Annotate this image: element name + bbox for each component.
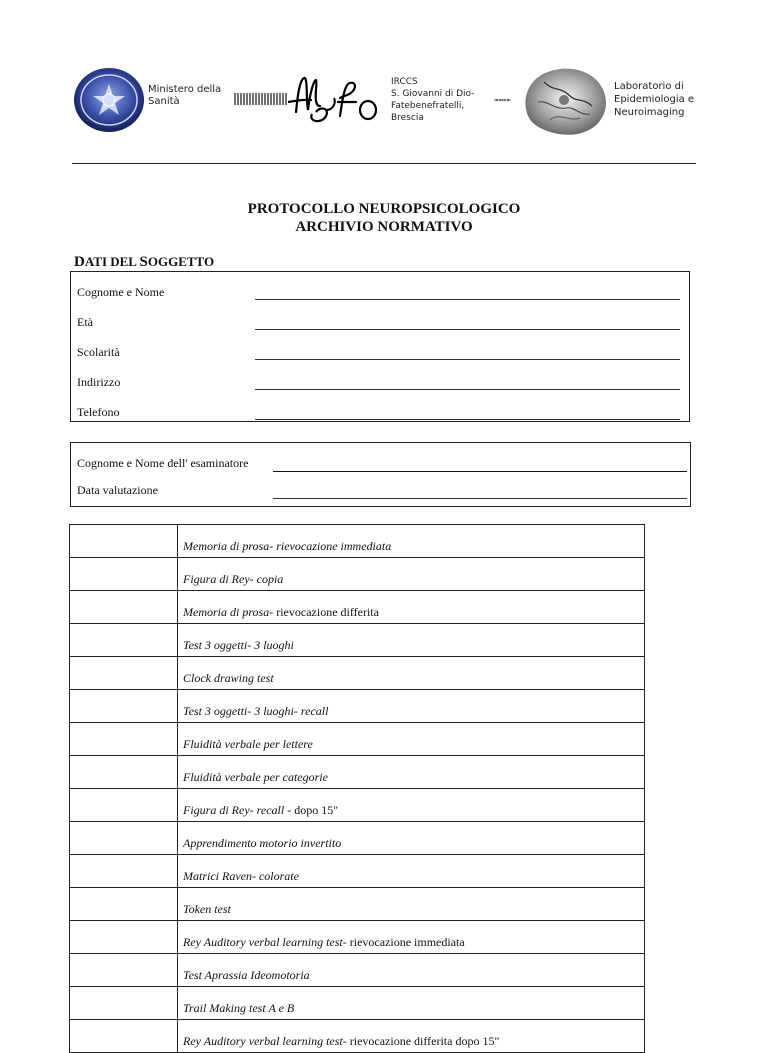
score-cell[interactable] bbox=[70, 888, 178, 921]
field-row-address bbox=[77, 375, 689, 393]
test-name-cell bbox=[178, 822, 645, 855]
test-name-italic: Matrici Raven- colorate bbox=[183, 869, 299, 883]
ministry-name bbox=[148, 84, 221, 108]
table-row bbox=[70, 756, 645, 789]
score-cell[interactable] bbox=[70, 591, 178, 624]
irccs-line-2: S. Giovanni di Dio- bbox=[391, 89, 475, 99]
field-input-line-examiner[interactable] bbox=[273, 471, 687, 472]
score-cell[interactable] bbox=[70, 756, 178, 789]
tests-table-body bbox=[70, 525, 645, 1053]
test-name-cell bbox=[178, 525, 645, 558]
table-row bbox=[70, 987, 645, 1020]
test-name-cell bbox=[178, 723, 645, 756]
test-name-cell bbox=[178, 657, 645, 690]
test-name-italic: Test 3 oggetti- 3 luoghi- recall bbox=[183, 704, 329, 718]
field-row-age bbox=[77, 315, 689, 333]
score-cell[interactable] bbox=[70, 921, 178, 954]
field-input-line-name[interactable] bbox=[255, 299, 680, 300]
score-cell[interactable] bbox=[70, 954, 178, 987]
barcode-icon bbox=[233, 92, 288, 106]
table-row bbox=[70, 624, 645, 657]
test-name-italic: Test 3 oggetti- 3 luoghi bbox=[183, 638, 294, 652]
document-subtitle: ARCHIVIO NORMATIVO bbox=[295, 219, 473, 235]
table-row bbox=[70, 690, 645, 723]
test-name-cell bbox=[178, 789, 645, 822]
brain-scan-icon bbox=[514, 62, 612, 140]
test-name-italic: Test Aprassia Ideomotoria bbox=[183, 968, 310, 982]
field-row-phone bbox=[77, 405, 689, 423]
irccs-line-4: Brescia bbox=[391, 113, 424, 123]
score-cell[interactable] bbox=[70, 987, 178, 1020]
score-cell[interactable] bbox=[70, 1020, 178, 1053]
heading-cap-d: D bbox=[74, 254, 85, 270]
test-name-italic: Trail Making test A e B bbox=[183, 1001, 295, 1015]
test-name-italic: Rey Auditory verbal learning test bbox=[183, 1034, 343, 1048]
score-cell[interactable] bbox=[70, 690, 178, 723]
table-row bbox=[70, 921, 645, 954]
test-name-cell bbox=[178, 558, 645, 591]
table-row bbox=[70, 591, 645, 624]
field-label-name: Cognome e Nome bbox=[77, 285, 165, 299]
field-row-education bbox=[77, 345, 689, 363]
table-row bbox=[70, 558, 645, 591]
score-cell[interactable] bbox=[70, 624, 178, 657]
tests-table bbox=[69, 524, 645, 1053]
field-label-phone: Telefono bbox=[77, 405, 120, 419]
test-name-italic: Token test bbox=[183, 902, 231, 916]
test-name-italic: Memoria di prosa- rievocazione immediata bbox=[183, 539, 392, 553]
test-name-cell bbox=[178, 954, 645, 987]
subject-data-box bbox=[70, 271, 690, 422]
test-name-cell bbox=[178, 591, 645, 624]
field-input-line-phone[interactable] bbox=[255, 419, 680, 420]
test-name-suffix: - rievocazione differita bbox=[269, 605, 379, 619]
table-row bbox=[70, 888, 645, 921]
field-label-age: Età bbox=[77, 315, 93, 329]
test-name-italic: Apprendimento motorio invertito bbox=[183, 836, 342, 850]
test-name-italic: Clock drawing test bbox=[183, 671, 274, 685]
ministry-line-2: Sanità bbox=[148, 96, 180, 107]
score-cell[interactable] bbox=[70, 855, 178, 888]
irccs-line-1: IRCCS bbox=[391, 77, 418, 87]
field-input-line-date[interactable] bbox=[273, 498, 687, 499]
decorative-quote-marks: """""" bbox=[494, 98, 511, 107]
test-name-italic: Fluidità verbale per lettere bbox=[183, 737, 313, 751]
table-row bbox=[70, 822, 645, 855]
score-cell[interactable] bbox=[70, 657, 178, 690]
table-row bbox=[70, 525, 645, 558]
handwritten-signature bbox=[282, 72, 382, 130]
lab-line-1: Laboratorio di bbox=[614, 81, 684, 92]
lab-line-2: Epidemiologia e bbox=[614, 94, 695, 105]
document-title: PROTOCOLLO NEUROPSICOLOGICO bbox=[247, 201, 521, 217]
test-name-cell bbox=[178, 855, 645, 888]
irccs-line-3: Fatebenefratelli, bbox=[391, 101, 465, 111]
table-row bbox=[70, 723, 645, 756]
heading-cap-s: S bbox=[139, 254, 148, 270]
irccs-institute bbox=[391, 76, 474, 124]
field-input-line-address[interactable] bbox=[255, 389, 680, 390]
score-cell[interactable] bbox=[70, 723, 178, 756]
heading-rest-2: OGGETTO bbox=[147, 254, 215, 269]
ministry-line-1: Ministero della bbox=[148, 84, 222, 95]
examiner-box bbox=[70, 442, 691, 507]
italian-republic-seal-icon bbox=[72, 66, 146, 134]
header-divider bbox=[72, 163, 696, 164]
field-row-name bbox=[77, 285, 689, 303]
field-input-line-education[interactable] bbox=[255, 359, 680, 360]
score-cell[interactable] bbox=[70, 822, 178, 855]
heading-rest-1: ATI DEL bbox=[84, 254, 140, 269]
test-name-italic: Memoria di prosa bbox=[183, 605, 270, 619]
table-row bbox=[70, 855, 645, 888]
test-name-cell bbox=[178, 624, 645, 657]
letterhead bbox=[0, 0, 768, 165]
test-name-italic: Fluidità verbale per categorie bbox=[183, 770, 328, 784]
table-row bbox=[70, 954, 645, 987]
test-name-suffix: - dopo 15" bbox=[284, 803, 339, 817]
table-row bbox=[70, 1020, 645, 1053]
test-name-cell bbox=[178, 690, 645, 723]
table-row bbox=[70, 789, 645, 822]
score-cell[interactable] bbox=[70, 789, 178, 822]
test-name-cell bbox=[178, 921, 645, 954]
field-label-address: Indirizzo bbox=[77, 375, 121, 389]
test-name-cell bbox=[178, 756, 645, 789]
lab-line-3: Neuroimaging bbox=[614, 107, 685, 118]
field-label-date: Data valutazione bbox=[77, 483, 158, 497]
test-name-suffix: - rievocazione differita dopo 15" bbox=[342, 1034, 500, 1048]
field-label-education: Scolarità bbox=[77, 345, 120, 359]
test-name-italic: Figura di Rey- recall bbox=[183, 803, 285, 817]
score-cell[interactable] bbox=[70, 558, 178, 591]
test-name-italic: Figura di Rey- copia bbox=[183, 572, 284, 586]
field-input-line-age[interactable] bbox=[255, 329, 680, 330]
table-row bbox=[70, 657, 645, 690]
test-name-cell bbox=[178, 987, 645, 1020]
field-label-examiner: Cognome e Nome dell' esaminatore bbox=[77, 456, 249, 470]
subject-section-heading bbox=[74, 254, 214, 271]
test-name-cell bbox=[178, 1020, 645, 1053]
lab-name bbox=[614, 80, 694, 119]
test-name-suffix: - rievocazione immediata bbox=[342, 935, 465, 949]
test-name-cell bbox=[178, 888, 645, 921]
score-cell[interactable] bbox=[70, 525, 178, 558]
test-name-italic: Rey Auditory verbal learning test bbox=[183, 935, 343, 949]
